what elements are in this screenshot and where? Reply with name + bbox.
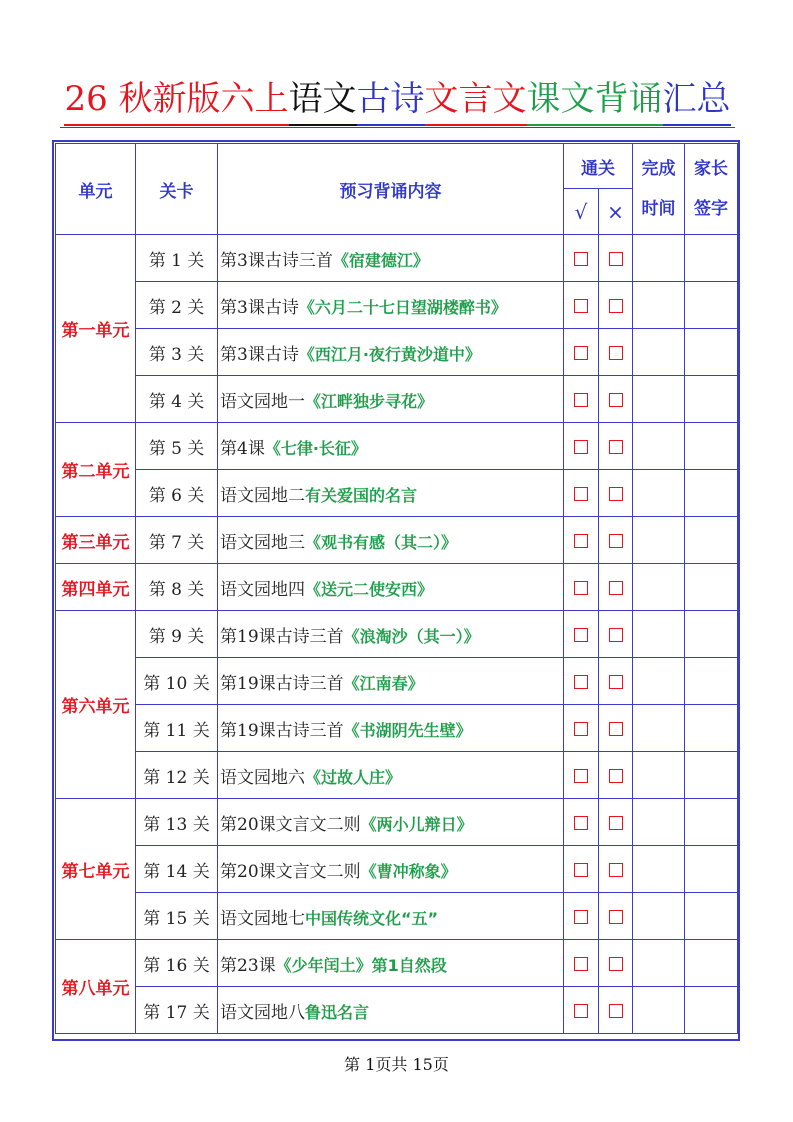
recitation-title: 中国传统文化“五” xyxy=(305,908,439,928)
header-pass-no: × xyxy=(599,189,633,235)
parent-sign-cell xyxy=(685,893,738,940)
level-cell: 第 3 关 xyxy=(136,329,218,376)
content-cell xyxy=(218,752,564,799)
unit-cell: 第二单元 xyxy=(56,423,136,517)
content-cell xyxy=(218,564,564,611)
done-time-cell xyxy=(633,987,685,1034)
pass-checkbox[interactable] xyxy=(574,346,588,360)
lesson-label: 第19课古诗三首 xyxy=(220,720,344,741)
parent-sign-cell xyxy=(685,329,738,376)
pass-checkbox-cell xyxy=(564,282,599,329)
fail-checkbox[interactable] xyxy=(609,299,623,313)
pass-checkbox[interactable] xyxy=(574,863,588,877)
fail-checkbox[interactable] xyxy=(609,1004,623,1018)
lesson-label: 语文园地二 xyxy=(220,485,305,506)
recitation-title: 《七律·长征》 xyxy=(264,438,367,458)
header-pass-yes: √ xyxy=(564,189,599,235)
level-cell: 第 10 关 xyxy=(136,658,218,705)
content-cell xyxy=(218,658,564,705)
parent-sign-cell xyxy=(685,846,738,893)
done-time-cell xyxy=(633,658,685,705)
title-segment: 课文背诵 xyxy=(527,76,663,126)
pass-checkbox[interactable] xyxy=(574,252,588,266)
pass-checkbox-cell xyxy=(564,423,599,470)
parent-sign-cell xyxy=(685,376,738,423)
header-parent-sign-line1: 家长 xyxy=(694,159,728,179)
fail-checkbox-cell xyxy=(599,517,633,564)
done-time-cell xyxy=(633,940,685,987)
done-time-cell xyxy=(633,705,685,752)
level-cell: 第 5 关 xyxy=(136,423,218,470)
header-parent-sign xyxy=(685,144,738,235)
done-time-cell xyxy=(633,611,685,658)
pass-checkbox[interactable] xyxy=(574,1004,588,1018)
recitation-title: 《西江月·夜行黄沙道中》 xyxy=(298,344,481,364)
content-cell xyxy=(218,611,564,658)
parent-sign-cell xyxy=(685,517,738,564)
pass-checkbox-cell xyxy=(564,987,599,1034)
pass-checkbox[interactable] xyxy=(574,769,588,783)
fail-checkbox-cell xyxy=(599,564,633,611)
recitation-title: 《送元二使安西》 xyxy=(305,579,434,599)
content-cell xyxy=(218,329,564,376)
pass-checkbox-cell xyxy=(564,940,599,987)
header-level: 关卡 xyxy=(136,144,218,235)
content-cell xyxy=(218,423,564,470)
level-cell: 第 17 关 xyxy=(136,987,218,1034)
pass-checkbox-cell xyxy=(564,705,599,752)
content-cell xyxy=(218,376,564,423)
fail-checkbox[interactable] xyxy=(609,863,623,877)
fail-checkbox-cell xyxy=(599,423,633,470)
pass-checkbox[interactable] xyxy=(574,628,588,642)
fail-checkbox-cell xyxy=(599,799,633,846)
fail-checkbox-cell xyxy=(599,376,633,423)
lesson-label: 语文园地八 xyxy=(220,1002,305,1023)
fail-checkbox-cell xyxy=(599,658,633,705)
table-row xyxy=(56,611,738,658)
unit-cell: 第一单元 xyxy=(56,235,136,423)
recitation-title: 《书湖阴先生壁》 xyxy=(343,720,472,740)
done-time-cell xyxy=(633,282,685,329)
done-time-cell xyxy=(633,470,685,517)
done-time-cell xyxy=(633,564,685,611)
content-cell xyxy=(218,799,564,846)
page-footer: 第 1页共 15页 xyxy=(344,1055,449,1074)
parent-sign-cell xyxy=(685,799,738,846)
done-time-cell xyxy=(633,235,685,282)
pass-checkbox-cell xyxy=(564,893,599,940)
lesson-label: 语文园地三 xyxy=(220,532,305,553)
parent-sign-cell xyxy=(685,987,738,1034)
title-segment: 古诗 xyxy=(357,76,425,126)
level-cell: 第 8 关 xyxy=(136,564,218,611)
lesson-label: 第19课古诗三首 xyxy=(220,626,344,647)
pass-checkbox-cell xyxy=(564,376,599,423)
header-content: 预习背诵内容 xyxy=(218,144,564,235)
content-cell xyxy=(218,517,564,564)
fail-checkbox-cell xyxy=(599,282,633,329)
recitation-title: 《六月二十七日望湖楼醉书》 xyxy=(298,297,507,317)
level-cell: 第 14 关 xyxy=(136,846,218,893)
table-row xyxy=(56,658,738,705)
table-row xyxy=(56,987,738,1034)
header-done-time-line1: 完成 xyxy=(641,159,676,179)
pass-checkbox-cell xyxy=(564,611,599,658)
fail-checkbox-cell xyxy=(599,611,633,658)
recitation-title: 有关爱国的名言 xyxy=(305,485,418,505)
content-cell xyxy=(218,705,564,752)
level-cell: 第 13 关 xyxy=(136,799,218,846)
pass-checkbox[interactable] xyxy=(574,910,588,924)
lesson-label: 第4课 xyxy=(220,438,265,459)
lesson-label: 第20课文言文二则 xyxy=(220,861,361,882)
lesson-label: 第19课古诗三首 xyxy=(220,673,344,694)
level-cell: 第 15 关 xyxy=(136,893,218,940)
pass-checkbox-cell xyxy=(564,329,599,376)
content-cell xyxy=(218,987,564,1034)
pass-checkbox[interactable] xyxy=(574,299,588,313)
lesson-label: 语文园地六 xyxy=(220,767,305,788)
done-time-cell xyxy=(633,846,685,893)
table-row xyxy=(56,564,738,611)
fail-checkbox[interactable] xyxy=(609,769,623,783)
level-cell: 第 4 关 xyxy=(136,376,218,423)
table-row xyxy=(56,376,738,423)
pass-checkbox-cell xyxy=(564,752,599,799)
header-parent-sign-line2: 签字 xyxy=(694,199,728,219)
fail-checkbox-cell xyxy=(599,329,633,376)
page-title xyxy=(60,76,735,126)
unit-cell: 第四单元 xyxy=(56,564,136,611)
content-cell xyxy=(218,893,564,940)
fail-checkbox-cell xyxy=(599,893,633,940)
table-row xyxy=(56,893,738,940)
pass-checkbox[interactable] xyxy=(574,675,588,689)
done-time-cell xyxy=(633,376,685,423)
pass-checkbox[interactable] xyxy=(574,534,588,548)
parent-sign-cell xyxy=(685,470,738,517)
lesson-label: 第20课文言文二则 xyxy=(220,814,361,835)
content-cell xyxy=(218,940,564,987)
table-row xyxy=(56,799,738,846)
unit-cell: 第七单元 xyxy=(56,799,136,940)
fail-checkbox[interactable] xyxy=(609,346,623,360)
title-segment: 语文 xyxy=(289,76,357,126)
pass-checkbox[interactable] xyxy=(574,581,588,595)
parent-sign-cell xyxy=(685,282,738,329)
level-cell: 第 2 关 xyxy=(136,282,218,329)
table-row xyxy=(56,940,738,987)
recitation-title: 《浪淘沙（其一）》 xyxy=(343,626,480,646)
fail-checkbox[interactable] xyxy=(609,393,623,407)
recitation-title: 《少年闰土》第1自然段 xyxy=(275,955,447,975)
pass-checkbox[interactable] xyxy=(574,440,588,454)
level-cell: 第 7 关 xyxy=(136,517,218,564)
fail-checkbox[interactable] xyxy=(609,675,623,689)
fail-checkbox[interactable] xyxy=(609,581,623,595)
parent-sign-cell xyxy=(685,235,738,282)
level-cell: 第 11 关 xyxy=(136,705,218,752)
recitation-title: 鲁迅名言 xyxy=(305,1002,370,1022)
header-pass: 通关 xyxy=(564,144,633,189)
lesson-label: 第3课古诗三首 xyxy=(220,250,333,271)
level-cell: 第 12 关 xyxy=(136,752,218,799)
parent-sign-cell xyxy=(685,658,738,705)
recitation-title: 《江南春》 xyxy=(343,673,424,693)
done-time-cell xyxy=(633,893,685,940)
table-row xyxy=(56,329,738,376)
fail-checkbox-cell xyxy=(599,752,633,799)
fail-checkbox[interactable] xyxy=(609,957,623,971)
recitation-title: 《江畔独步寻花》 xyxy=(305,391,434,411)
done-time-cell xyxy=(633,423,685,470)
recitation-title: 《观书有感（其二）》 xyxy=(305,532,458,552)
recitation-title: 《两小儿辩日》 xyxy=(360,814,473,834)
pass-checkbox-cell xyxy=(564,470,599,517)
fail-checkbox-cell xyxy=(599,470,633,517)
recitation-table xyxy=(55,143,738,1034)
title-segment: 汇总 xyxy=(663,76,731,126)
table-row xyxy=(56,423,738,470)
lesson-label: 语文园地一 xyxy=(220,391,305,412)
content-cell xyxy=(218,235,564,282)
parent-sign-cell xyxy=(685,752,738,799)
done-time-cell xyxy=(633,517,685,564)
unit-cell: 第三单元 xyxy=(56,517,136,564)
fail-checkbox[interactable] xyxy=(609,487,623,501)
header-done-time-line2: 时间 xyxy=(641,199,676,219)
pass-checkbox[interactable] xyxy=(574,722,588,736)
table-row xyxy=(56,705,738,752)
title-segment: 文言文 xyxy=(425,76,527,126)
recitation-title: 《宿建德江》 xyxy=(332,250,429,270)
header-done-time xyxy=(633,144,685,235)
pass-checkbox-cell xyxy=(564,235,599,282)
recitation-title: 《曹冲称象》 xyxy=(360,861,457,881)
table-row xyxy=(56,846,738,893)
lesson-label: 第23课 xyxy=(220,955,276,976)
pass-checkbox[interactable] xyxy=(574,816,588,830)
fail-checkbox[interactable] xyxy=(609,252,623,266)
title-underline xyxy=(60,127,735,128)
parent-sign-cell xyxy=(685,705,738,752)
parent-sign-cell xyxy=(685,423,738,470)
table-row xyxy=(56,235,738,282)
table-row xyxy=(56,282,738,329)
fail-checkbox-cell xyxy=(599,705,633,752)
table-row xyxy=(56,470,738,517)
title-segment: 26 秋新版六上 xyxy=(64,76,288,126)
fail-checkbox[interactable] xyxy=(609,534,623,548)
unit-cell: 第八单元 xyxy=(56,940,136,1034)
done-time-cell xyxy=(633,752,685,799)
level-cell: 第 16 关 xyxy=(136,940,218,987)
lesson-label: 第3课古诗 xyxy=(220,344,299,365)
done-time-cell xyxy=(633,329,685,376)
fail-checkbox-cell xyxy=(599,235,633,282)
fail-checkbox[interactable] xyxy=(609,816,623,830)
level-cell: 第 1 关 xyxy=(136,235,218,282)
table-row xyxy=(56,752,738,799)
pass-checkbox-cell xyxy=(564,564,599,611)
parent-sign-cell xyxy=(685,611,738,658)
pass-checkbox-cell xyxy=(564,846,599,893)
pass-checkbox[interactable] xyxy=(574,393,588,407)
unit-cell: 第六单元 xyxy=(56,611,136,799)
done-time-cell xyxy=(633,799,685,846)
fail-checkbox[interactable] xyxy=(609,440,623,454)
pass-checkbox-cell xyxy=(564,658,599,705)
pass-checkbox-cell xyxy=(564,517,599,564)
pass-checkbox-cell xyxy=(564,799,599,846)
lesson-label: 第3课古诗 xyxy=(220,297,299,318)
content-cell xyxy=(218,470,564,517)
fail-checkbox-cell xyxy=(599,940,633,987)
fail-checkbox-cell xyxy=(599,846,633,893)
table-row xyxy=(56,517,738,564)
lesson-label: 语文园地七 xyxy=(220,908,305,929)
fail-checkbox[interactable] xyxy=(609,722,623,736)
level-cell: 第 9 关 xyxy=(136,611,218,658)
header-unit: 单元 xyxy=(56,144,136,235)
content-cell xyxy=(218,846,564,893)
content-cell xyxy=(218,282,564,329)
recitation-title: 《过故人庄》 xyxy=(305,767,402,787)
lesson-label: 语文园地四 xyxy=(220,579,305,600)
pass-checkbox[interactable] xyxy=(574,487,588,501)
parent-sign-cell xyxy=(685,940,738,987)
fail-checkbox-cell xyxy=(599,987,633,1034)
level-cell: 第 6 关 xyxy=(136,470,218,517)
fail-checkbox[interactable] xyxy=(609,628,623,642)
pass-checkbox[interactable] xyxy=(574,957,588,971)
fail-checkbox[interactable] xyxy=(609,910,623,924)
parent-sign-cell xyxy=(685,564,738,611)
